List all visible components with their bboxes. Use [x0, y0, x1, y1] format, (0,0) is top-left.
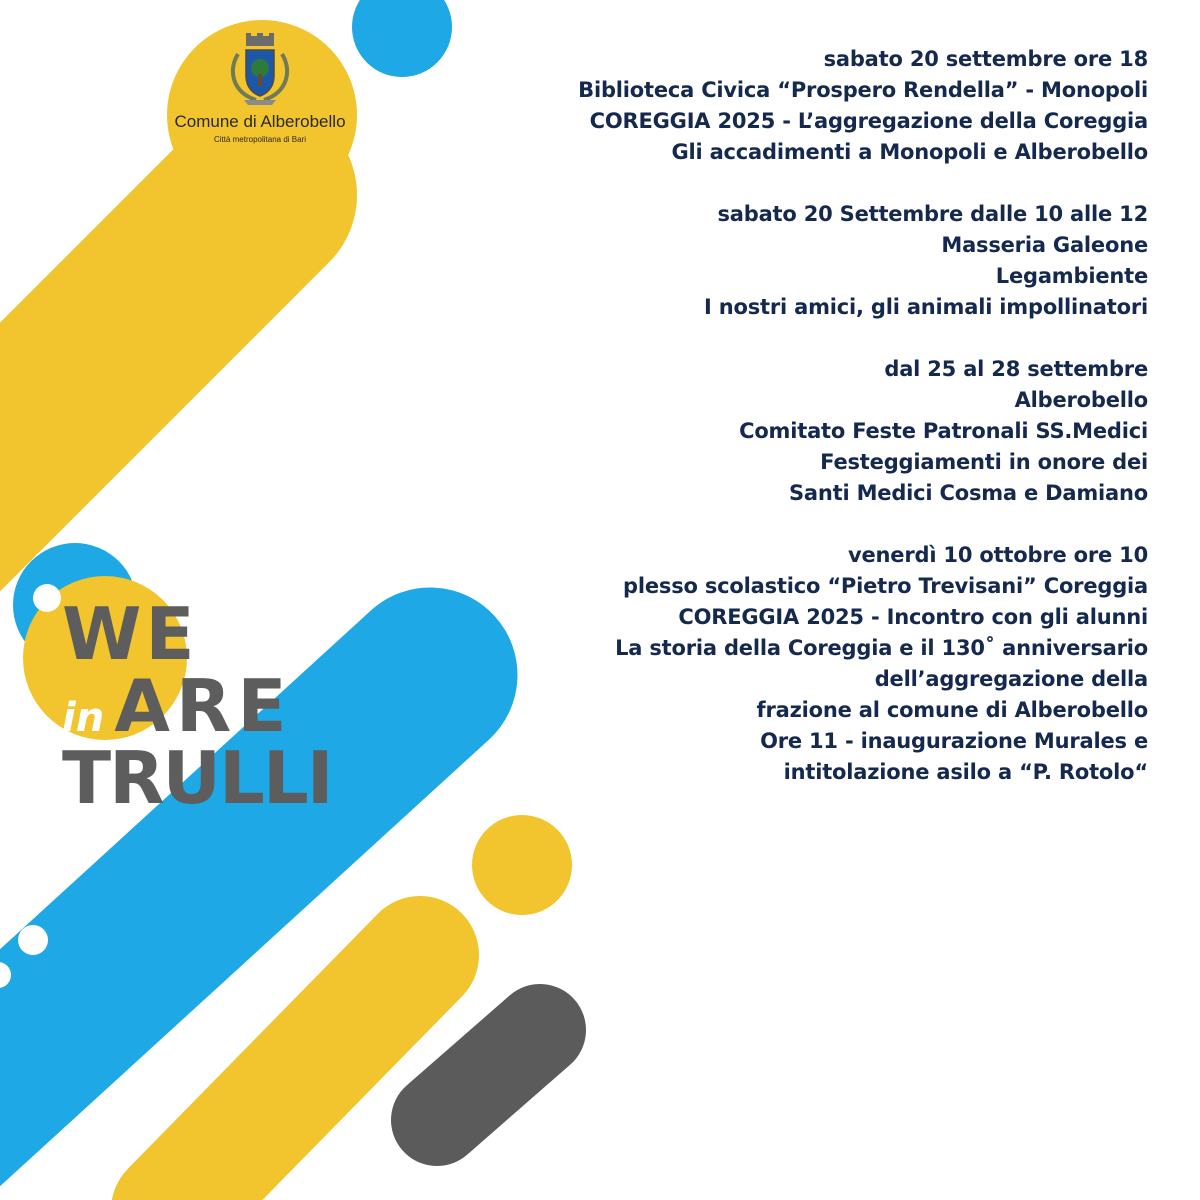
- event-detail: I nostri amici, gli animali impollinatori: [704, 295, 1148, 319]
- event-detail: COREGGIA 2025 - Incontro con gli alunni: [678, 605, 1148, 629]
- event-location: Biblioteca Civica “Prospero Rendella” - Monopoli: [578, 78, 1148, 102]
- white-dot-1: [18, 925, 48, 955]
- event-date: venerdì 10 ottobre ore 10: [848, 543, 1148, 567]
- event-item: [448, 540, 1148, 788]
- slogan-line-trulli: TRULLI: [62, 736, 332, 820]
- event-detail: Festeggiamenti in onore dei: [820, 450, 1148, 474]
- event-location: Alberobello: [1014, 388, 1148, 412]
- coat-of-arms-icon: [220, 30, 300, 110]
- event-date: sabato 20 settembre ore 18: [823, 47, 1148, 71]
- event-detail: Legambiente: [995, 264, 1148, 288]
- event-detail: dell’aggregazione della: [874, 667, 1148, 691]
- slogan-we-are-in-trulli: [62, 592, 332, 820]
- event-detail: intitolazione asilo a “P. Rotolo“: [783, 760, 1148, 784]
- event-location: plesso scolastico “Pietro Trevisani” Coreggia: [623, 574, 1148, 598]
- event-detail: Gli accadimenti a Monopoli e Alberobello: [671, 140, 1148, 164]
- event-detail: COREGGIA 2025 - L’aggregazione della Coreggia: [589, 109, 1148, 133]
- slogan-line-we: WE: [62, 592, 199, 676]
- yellow-circle-bottom: [472, 815, 572, 915]
- slogan-small-in: in: [62, 695, 105, 741]
- slogan-word-are: ARE: [114, 664, 293, 748]
- event-detail: Santi Medici Cosma e Damiano: [788, 481, 1148, 505]
- event-detail: La storia della Coreggia e il 130˚ anniversario: [615, 636, 1148, 660]
- event-location: Masseria Galeone: [941, 233, 1148, 257]
- event-detail: frazione al comune di Alberobello: [756, 698, 1148, 722]
- event-date: sabato 20 Settembre dalle 10 alle 12: [717, 202, 1148, 226]
- gray-stripe: [437, 1030, 540, 1120]
- slogan-line-are: [62, 664, 332, 748]
- yellow-stripe-top: [0, 195, 262, 577]
- event-date: dal 25 al 28 settembre: [884, 357, 1148, 381]
- events-list: [448, 44, 1148, 819]
- event-detail: Comitato Feste Patronali SS.Medici: [739, 419, 1148, 443]
- event-item: [448, 199, 1148, 323]
- event-detail: Ore 11 - inaugurazione Murales e: [760, 729, 1148, 753]
- municipality-subtitle: Città metropolitana di Bari: [213, 135, 307, 144]
- event-item: [448, 44, 1148, 168]
- event-item: [448, 354, 1148, 509]
- municipality-name: Comune di Alberobello: [174, 112, 346, 131]
- white-dot-left: [33, 584, 61, 612]
- municipality-logo: [150, 30, 370, 144]
